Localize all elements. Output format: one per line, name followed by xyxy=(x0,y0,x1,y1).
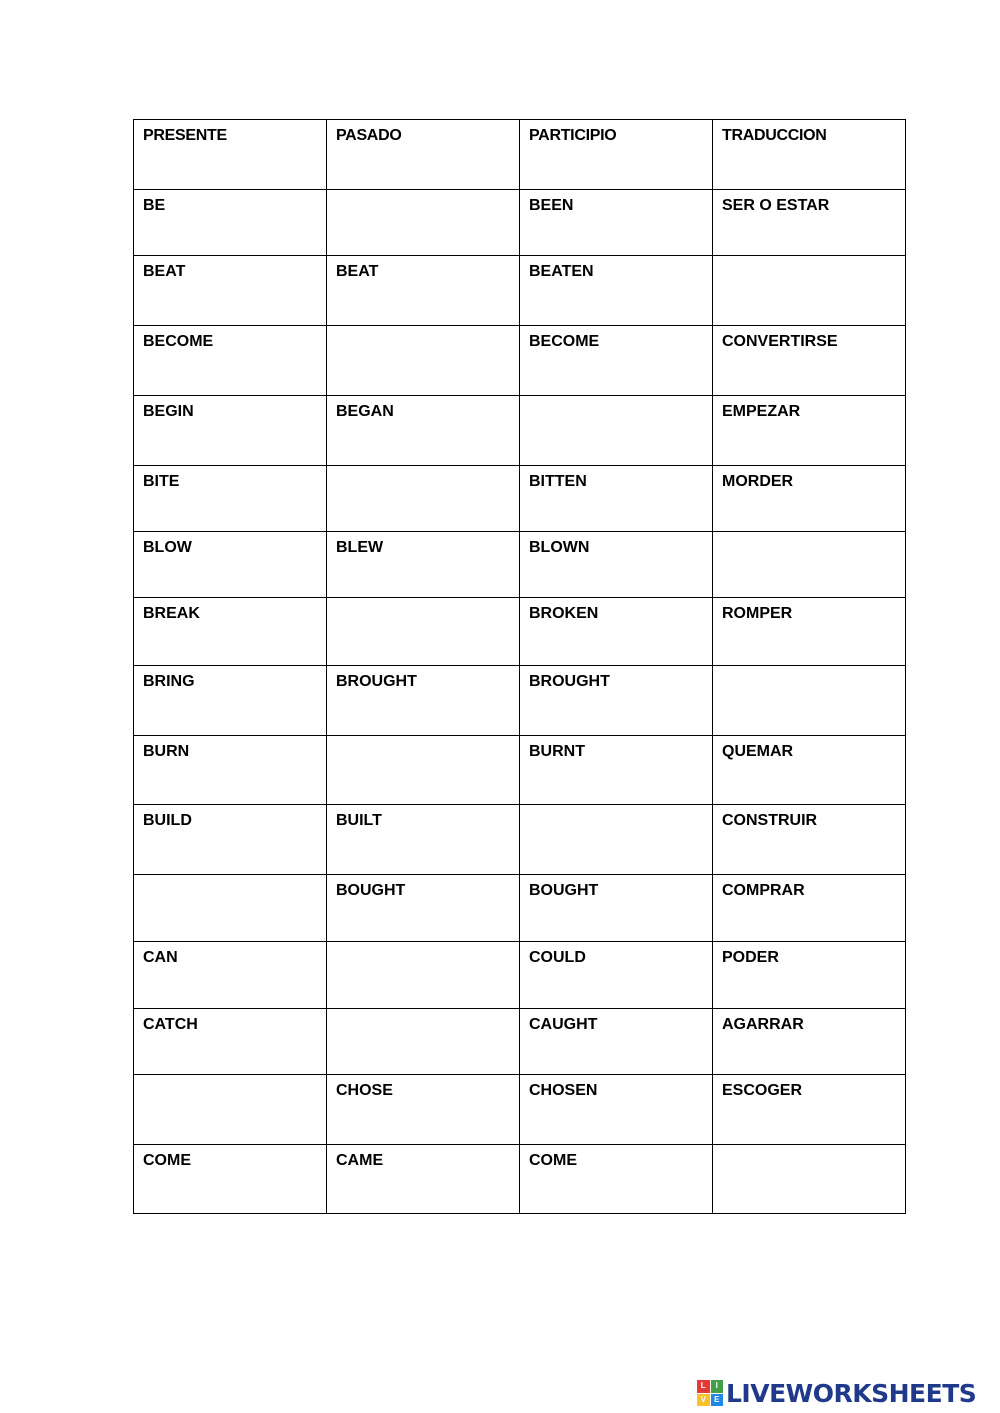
cell-pasado[interactable] xyxy=(327,190,520,256)
cell-presente: CATCH xyxy=(134,1009,327,1075)
cell-pasado[interactable] xyxy=(327,1009,520,1075)
cell-traduccion: CONSTRUIR xyxy=(713,805,906,875)
cell-pasado[interactable] xyxy=(327,942,520,1009)
table-row xyxy=(134,1145,906,1214)
cell-participio: BROKEN xyxy=(520,598,713,666)
cell-presente: BEAT xyxy=(134,256,327,326)
cell-pasado[interactable] xyxy=(327,598,520,666)
cell-participio[interactable] xyxy=(520,805,713,875)
cell-traduccion[interactable] xyxy=(713,1145,906,1214)
cell-traduccion: EMPEZAR xyxy=(713,396,906,466)
cell-presente: BLOW xyxy=(134,532,327,598)
table-row xyxy=(134,190,906,256)
cell-pasado: CAME xyxy=(327,1145,520,1214)
cell-pasado: BLEW xyxy=(327,532,520,598)
cell-participio: COULD xyxy=(520,942,713,1009)
cell-presente: BEGIN xyxy=(134,396,327,466)
cell-participio: CHOSEN xyxy=(520,1075,713,1145)
table-header-row xyxy=(134,120,906,190)
liveworksheets-mark-icon: L I V E xyxy=(697,1380,723,1406)
table-row xyxy=(134,805,906,875)
answer-input-pasado[interactable] xyxy=(336,473,510,495)
table-row xyxy=(134,466,906,532)
cell-traduccion: ESCOGER xyxy=(713,1075,906,1145)
answer-input-pasado[interactable] xyxy=(336,1016,510,1038)
cell-presente: BREAK xyxy=(134,598,327,666)
cell-pasado: BROUGHT xyxy=(327,666,520,736)
cell-presente[interactable] xyxy=(134,875,327,942)
answer-input-pasado[interactable] xyxy=(336,743,510,765)
header-presente: PRESENTE xyxy=(134,120,327,190)
table-row xyxy=(134,1009,906,1075)
cell-participio: BOUGHT xyxy=(520,875,713,942)
answer-input-pasado[interactable] xyxy=(336,197,510,219)
header-pasado: PASADO xyxy=(327,120,520,190)
cell-traduccion[interactable] xyxy=(713,666,906,736)
cell-participio: BITTEN xyxy=(520,466,713,532)
cell-traduccion: PODER xyxy=(713,942,906,1009)
table-row xyxy=(134,666,906,736)
irregular-verbs-table xyxy=(133,119,906,1214)
table-row xyxy=(134,942,906,1009)
header-traduccion: TRADUCCION xyxy=(713,120,906,190)
answer-input-traduccion[interactable] xyxy=(722,1152,896,1174)
answer-input-traduccion[interactable] xyxy=(722,539,896,561)
cell-participio[interactable] xyxy=(520,396,713,466)
table-row xyxy=(134,256,906,326)
cell-participio: COME xyxy=(520,1145,713,1214)
table-row xyxy=(134,1075,906,1145)
table-row xyxy=(134,598,906,666)
table-row xyxy=(134,875,906,942)
cell-traduccion: SER O ESTAR xyxy=(713,190,906,256)
cell-pasado: BOUGHT xyxy=(327,875,520,942)
cell-pasado: CHOSE xyxy=(327,1075,520,1145)
cell-participio: BEEN xyxy=(520,190,713,256)
answer-input-pasado[interactable] xyxy=(336,949,510,971)
cell-pasado: BEGAN xyxy=(327,396,520,466)
cell-participio: CAUGHT xyxy=(520,1009,713,1075)
answer-input-participio[interactable] xyxy=(529,403,703,425)
cell-participio: BEATEN xyxy=(520,256,713,326)
table-row xyxy=(134,326,906,396)
cell-presente: BRING xyxy=(134,666,327,736)
cell-traduccion: CONVERTIRSE xyxy=(713,326,906,396)
answer-input-traduccion[interactable] xyxy=(722,263,896,285)
cell-presente: CAN xyxy=(134,942,327,1009)
cell-traduccion: QUEMAR xyxy=(713,736,906,805)
answer-input-pasado[interactable] xyxy=(336,333,510,355)
cell-participio: BLOWN xyxy=(520,532,713,598)
cell-presente[interactable] xyxy=(134,1075,327,1145)
liveworksheets-logo xyxy=(697,1378,976,1408)
cell-pasado[interactable] xyxy=(327,466,520,532)
cell-presente: BE xyxy=(134,190,327,256)
cell-traduccion[interactable] xyxy=(713,256,906,326)
cell-pasado: BEAT xyxy=(327,256,520,326)
cell-presente: BECOME xyxy=(134,326,327,396)
cell-traduccion: COMPRAR xyxy=(713,875,906,942)
answer-input-presente[interactable] xyxy=(143,882,317,904)
cell-traduccion: ROMPER xyxy=(713,598,906,666)
cell-pasado[interactable] xyxy=(327,736,520,805)
table-row xyxy=(134,736,906,805)
cell-participio: BURNT xyxy=(520,736,713,805)
cell-participio: BROUGHT xyxy=(520,666,713,736)
brand-name: LIVEWORKSHEETS xyxy=(726,1378,977,1408)
cell-traduccion[interactable] xyxy=(713,532,906,598)
answer-input-presente[interactable] xyxy=(143,1082,317,1104)
cell-presente: BUILD xyxy=(134,805,327,875)
cell-participio: BECOME xyxy=(520,326,713,396)
header-participio: PARTICIPIO xyxy=(520,120,713,190)
cell-presente: BURN xyxy=(134,736,327,805)
cell-traduccion: AGARRAR xyxy=(713,1009,906,1075)
cell-traduccion: MORDER xyxy=(713,466,906,532)
cell-pasado[interactable] xyxy=(327,326,520,396)
table-row xyxy=(134,396,906,466)
answer-input-participio[interactable] xyxy=(529,812,703,834)
table-row xyxy=(134,532,906,598)
cell-pasado: BUILT xyxy=(327,805,520,875)
answer-input-pasado[interactable] xyxy=(336,605,510,627)
cell-presente: BITE xyxy=(134,466,327,532)
cell-presente: COME xyxy=(134,1145,327,1214)
answer-input-traduccion[interactable] xyxy=(722,673,896,695)
